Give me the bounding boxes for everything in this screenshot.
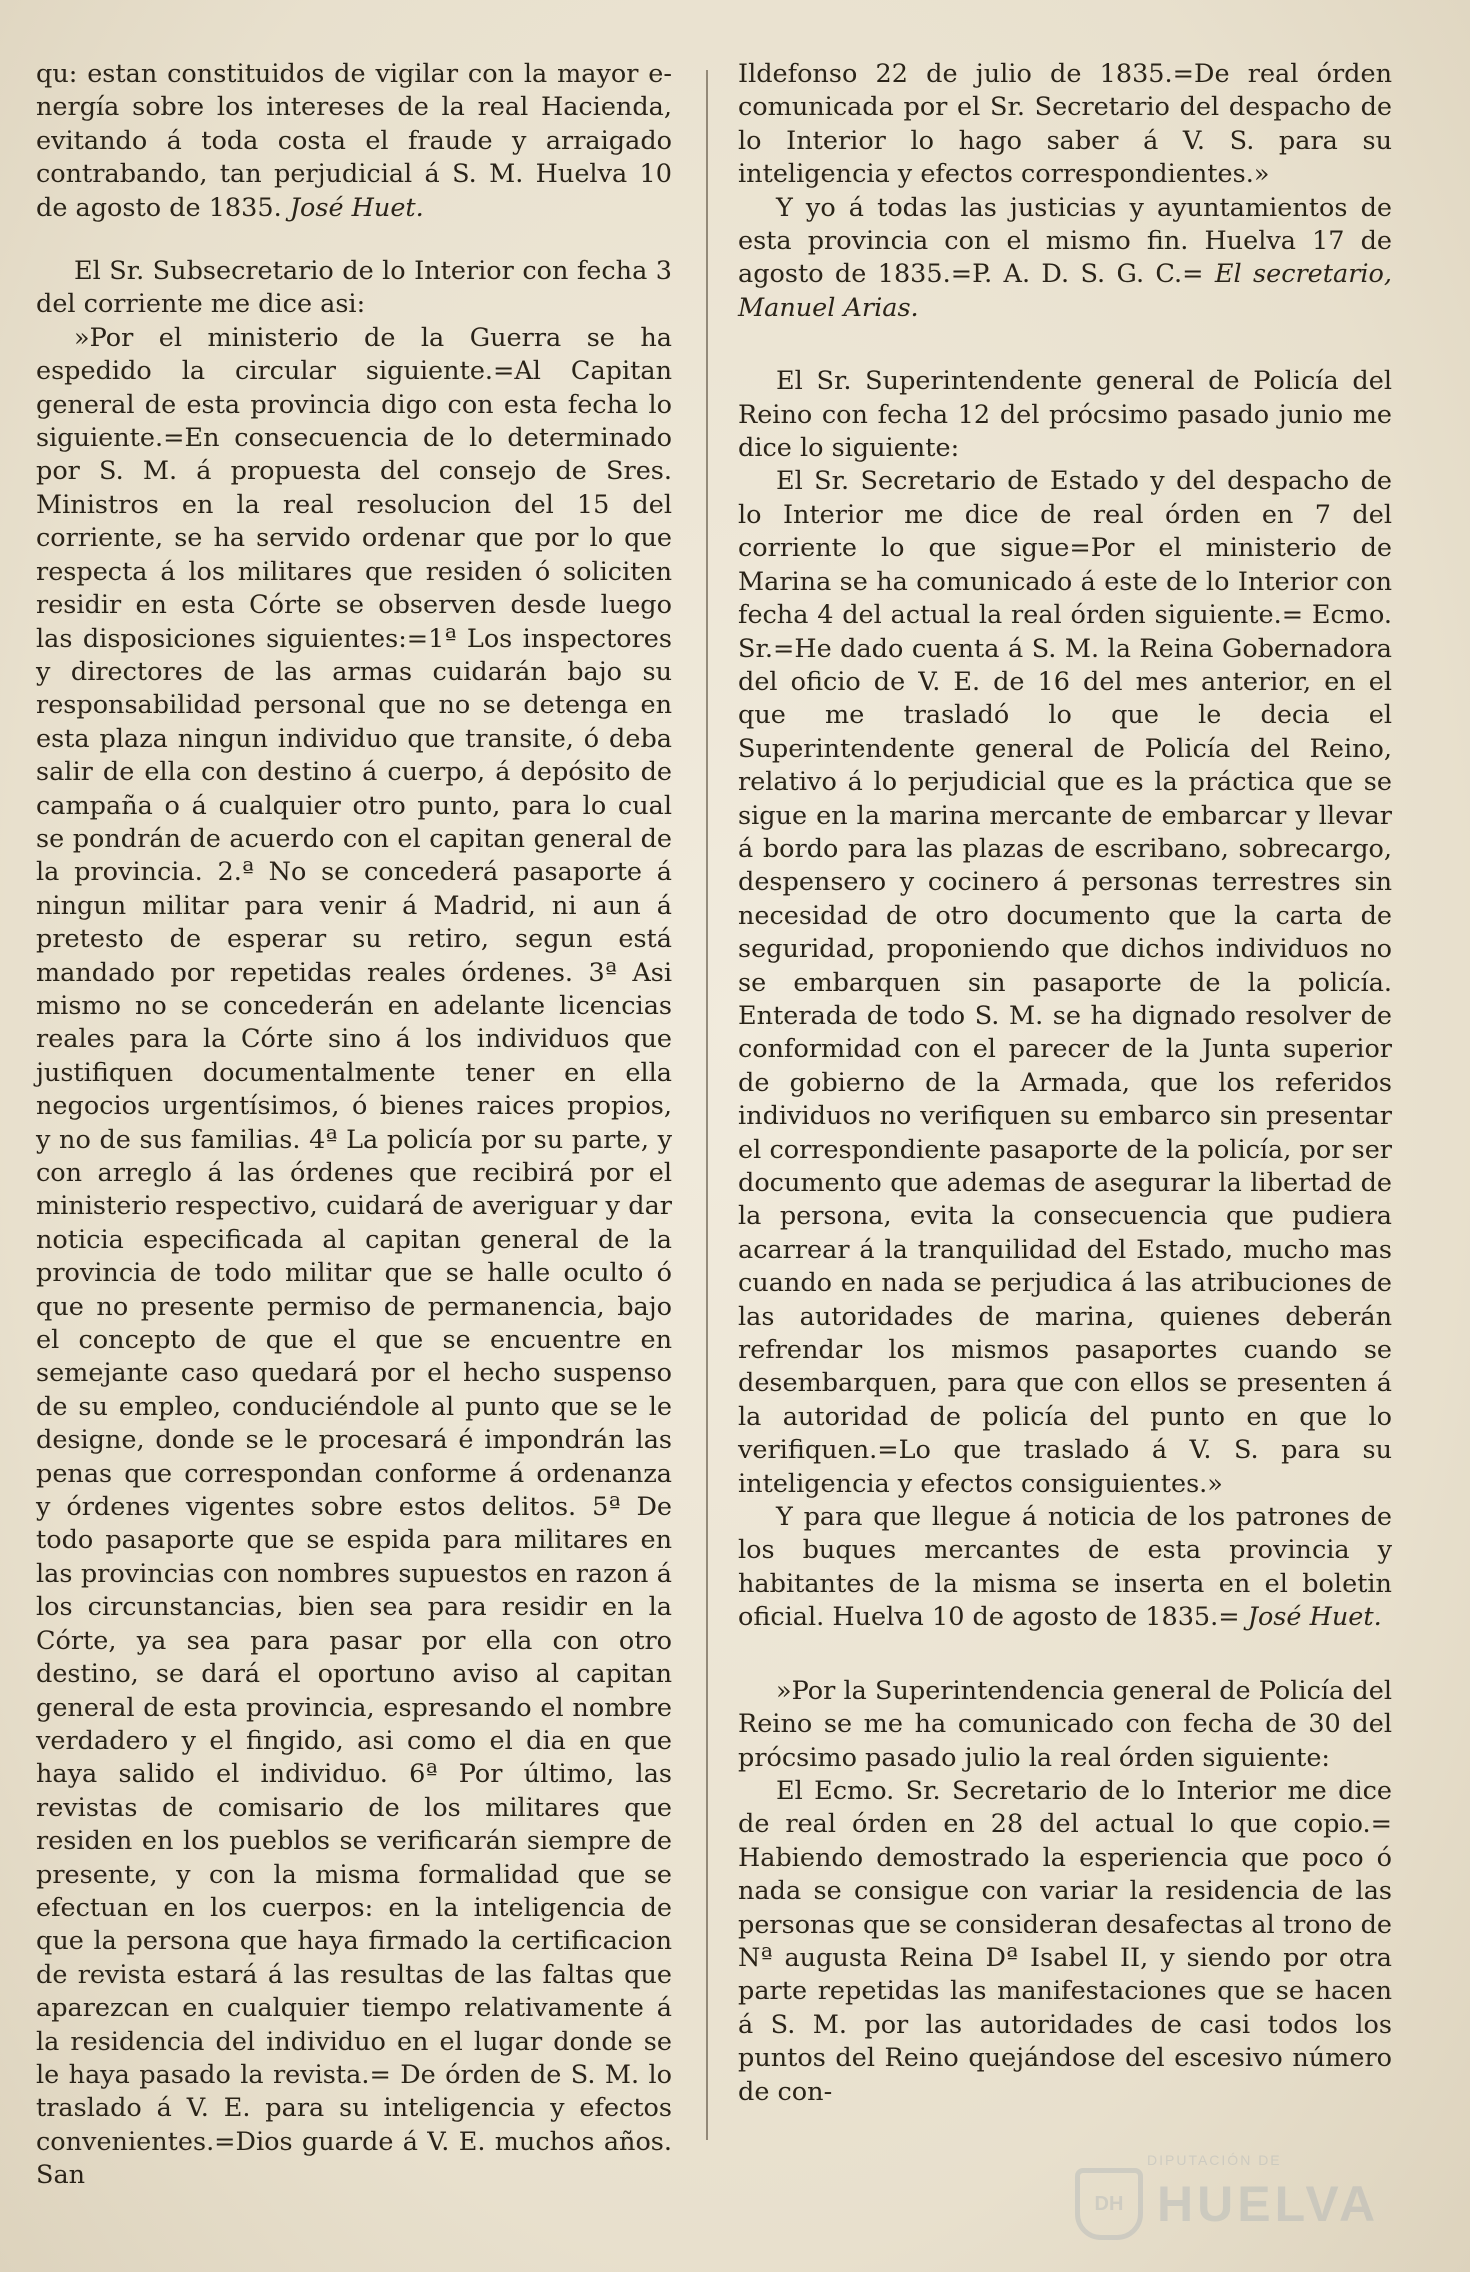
paragraph-marina-pasaportes: El Sr. Secretario de Estado y del despacho de lo Interior me dice de real órden en 7 del corriente lo que sigue=Por el ministerio de Marina se ha comunicado á este de lo Interior con fecha 4 del actual la real órden siguiente.= Ecmo. Sr.=He dado cuenta á S. M. la Reina Gobernadora del oficio de V. E. de 16 del mes anterior, en el que me trasladó lo que le decia el Superintendente general de Policía del Reino, relativo á lo perjudicial que es la práctica que se sigue en la marina mercante de embarcar y llevar á bordo para las plazas de escribano, sobrecargo, despensero y cocinero á personas terrestres sin necesidad de otro documento que la carta de seguridad, proponiendo que dichos individuos no se embarquen sin pasaporte de la policía. Enterada de todo S. M. se ha dignado resolver de conformidad con el parecer de la Junta superior de gobierno de la Armada, que los referidos individuos no verifiquen su embarco sin presentar el correspondiente pasaporte de la policía, por ser documento que ademas de asegurar la libertad de la persona, evita la consecuencia que pudiera acarrear á la tranquilidad del Estado, mucho mas cuando en nada se perjudica á las atribuciones de las autoridades de marina, quienes deberán refrendar los mismos pasaportes cuando se desembarquen, para que con ellos se presenten á la autoridad de policía del punto en que lo verifiquen.=Lo que traslado á V. S. para su inteligencia y efectos consiguientes.»	[738, 466, 1392, 1499]
signature-jose-huet-2: José Huet.	[1247, 1602, 1382, 1633]
paragraph-justicias-ayuntamientos: Y yo á todas las justicias y ayuntamientos de esta provincia con el mismo fin. Huelva 17 de agosto de 1835.=P. A. D. S. G. C.= El secretario, Manuel Arias.	[738, 192, 1393, 323]
watermark-subtitle: DIPUTACIÓN DE	[1147, 2152, 1282, 2168]
watermark-name: HUELVA	[1157, 2176, 1380, 2232]
signature-jose-huet: José Huet.	[289, 192, 424, 223]
paragraph-superintendencia-julio: »Por la Superintendencia general de Policía del Reino se me ha comunicado con fecha de 30 del prócsimo pasado julio la real órden siguiente:	[738, 1675, 1392, 1773]
paragraph-subsecretario-intro: El Sr. Subsecretario de lo Interior con fecha 3 del corriente me dice asi:	[36, 256, 672, 320]
paragraph-customs-vigilance: qu: estan constituidos de vigilar con la mayor e-nergía sobre los intereses de la real Hacienda, evitando á toda costa el fraude y arraigado contrabando, tan perjudicial á S. M. Huelva 10 de agosto de 1835. José Huet.	[36, 59, 672, 223]
archive-watermark	[1075, 2152, 1380, 2240]
signature-manuel-arias: El secretario, Manuel Arias.	[738, 259, 1393, 323]
paragraph-ministerio-guerra-circular: »Por el ministerio de la Guerra se ha espedido la circular siguiente.=Al Capitan general de esta provincia digo con esta fecha lo siguiente.=En consecuencia de lo determinado por S. M. á propuesta del consejo de Sres. Ministros en la real resolucion del 15 del corriente, se ha servido ordenar que por lo que respecta á los militares que residen ó soliciten residir en esta Córte se observen desde luego las disposiciones siguientes:=1ª Los inspectores y directores de las armas cuidarán bajo su responsabilidad personal que no se detenga en esta plaza ningun individuo que transite, ó deba salir de ella con destino á cuerpo, á depósito de campaña o á cualquier otro punto, para lo cual se pondrán de acuerdo con el capitan general de la provincia. 2.ª No se concederá pasaporte á ningun militar para venir á Madrid, ni aun á pretesto de esperar su retiro, segun está mandado por repetidas reales órdenes. 3ª Asi mismo no se concederán en adelante licencias reales para la Córte sino á los individuos que justifiquen documentalmente tener en ella negocios urgentísimos, ó bienes raices propios, y no de sus familias. 4ª La policía por su parte, y con arreglo á las órdenes que recibirá por el ministerio respectivo, cuidará de averiguar y dar noticia especificada al capitan general de la provincia de todo militar que se halle oculto ó que no presente permiso de permanencia, bajo el concepto de que el que se encuentre en semejante caso quedará por el hecho suspenso de su empleo, conduciéndole al punto que se le designe, donde se le procesará é impondrán las penas que correspondan conforme á ordenanza y órdenes vigentes sobre estos delitos. 5ª De todo pasaporte que se espida para militares en las provincias con nombres supuestos en razon á los circunstancias, bien sea para residir en la Córte, ya sea para pasar por ella con otro destino, se dará el oportuno aviso al capitan general de esta provincia, espresando el nombre verdadero y el fingido, asi como el dia en que haya salido el individuo. 6ª Por último, las revistas de comisario de los militares que residen en los pueblos se verificarán siempre de presente, y con la misma formalidad que se efectuan en los cuerpos: en la inteligencia de que la persona que haya firmado la certificacion de revista estará á las resultas de las faltas que aparezcan en cualquier tiempo relativamente á la residencia del individuo en el lugar donde se le haya pasado la revista.= De órden de S. M. lo traslado á V. E. para su inteligencia y efectos convenientes.=Dios guarde á V. E. muchos años. San	[36, 322, 672, 2191]
paragraph-patrones-buques: Y para que llegue á noticia de los patrones de los buques mercantes de esta provincia y habitantes de la misma se inserta en el boletin oficial. Huelva 10 de agosto de 1835.= José Huet.	[738, 1502, 1392, 1633]
diputacion-seal-icon: DH	[1075, 2168, 1143, 2240]
paragraph-residencia-desafectos: El Ecmo. Sr. Secretario de lo Interior me dice de real órden en 28 del actual lo que copio.= Habiendo demostrado la esperiencia que poco ó nada se consigue con variar la residencia de las personas que se consideran desafectas al trono de Nª augusta Reina Dª Isabel II, y siendo por otra parte repetidas las manifestaciones que se hacen á S. M. por las autoridades de casi todos los puntos del Reino quejándose del escesivo número de con-	[738, 1775, 1392, 2107]
right-column	[738, 58, 1392, 2109]
paragraph-ildefonso-continuation: Ildefonso 22 de julio de 1835.=De real órden comunicada por el Sr. Secretario del despacho de lo Interior lo hago saber á V. S. para su inteligencia y efectos correspondientes.»	[738, 59, 1392, 190]
left-column	[36, 58, 672, 2193]
column-divider	[706, 70, 708, 2140]
paragraph-superintendente-intro: El Sr. Superintendente general de Policía del Reino con fecha 12 del prócsimo pasado junio me dice lo siguiente:	[738, 366, 1392, 464]
